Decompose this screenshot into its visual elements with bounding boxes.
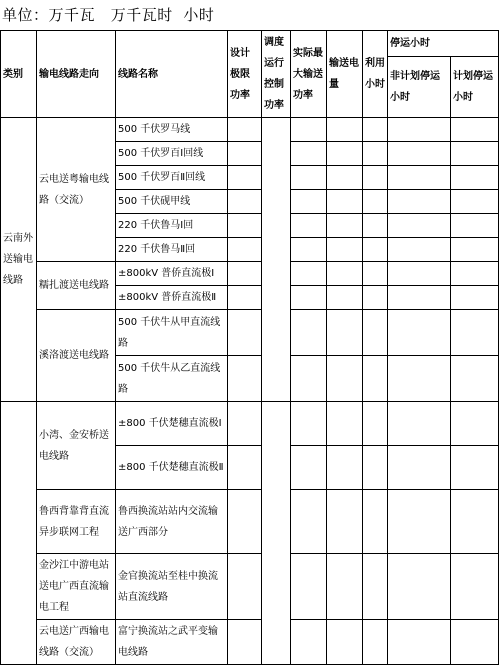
header-dispatch-control: 调度运行控制功率 [262, 31, 291, 118]
header-line-name: 线路名称 [116, 31, 228, 118]
group-luxi: 鲁西背靠背直流异步联网工程 [37, 490, 116, 554]
header-transmission: 输送电量 [327, 31, 363, 118]
header-outage: 停运小时 [388, 31, 499, 57]
line-name: 500 千伏罗百Ⅰ回线 [116, 142, 228, 166]
header-direction: 输电线路走向 [37, 31, 116, 118]
line-name: 500 千伏牛从乙直流线路 [116, 356, 228, 402]
line-name: 500 千伏砚甲线 [116, 190, 228, 214]
group-xiaowan-jinan: 小湾、金安桥送电线路 [37, 402, 116, 490]
group-nuozhadu: 糯扎渡送电线路 [37, 262, 116, 310]
header-unplanned: 非计划停运小时 [388, 57, 451, 118]
power-transmission-table [0, 30, 499, 665]
line-name: 220 千伏鲁马Ⅱ回 [116, 238, 228, 262]
line-name: ±800kV 普侨直流极Ⅱ [116, 286, 228, 310]
line-name: ±800 千伏楚穗直流极Ⅰ [116, 402, 228, 446]
line-name: 220 千伏鲁马Ⅰ回 [116, 214, 228, 238]
line-name: 富宁换流站之武平变输电线路 [116, 620, 228, 665]
line-name: ±800kV 普侨直流极Ⅰ [116, 262, 228, 286]
line-name: 500 千伏牛从甲直流线路 [116, 310, 228, 356]
group-yunnan-export: 云南外送输电线路 [1, 118, 37, 402]
header-category: 类别 [1, 31, 37, 118]
line-name: 金官换流站至桂中换流站直流线路 [116, 554, 228, 620]
group-jinsha: 金沙江中游电站送电广西直流输电工程 [37, 554, 116, 620]
group-yun-yue-ac: 云电送粤输电线路（交流） [37, 118, 116, 262]
header-utilization: 利用小时 [363, 31, 388, 118]
line-name: 鲁西换流站站内交流输送广西部分 [116, 490, 228, 554]
line-name: 500 千伏罗马线 [116, 118, 228, 142]
group-xiluodu: 溪洛渡送电线路 [37, 310, 116, 402]
unit-line: 单位：万千瓦 万千瓦时 小时 [2, 6, 215, 24]
line-name: ±800 千伏楚穗直流极Ⅱ [116, 446, 228, 490]
header-design-limit: 设计极限功率 [228, 31, 262, 118]
line-name: 500 千伏罗百Ⅱ回线 [116, 166, 228, 190]
header-planned: 计划停运小时 [451, 57, 499, 118]
header-actual-max: 实际最大输送功率 [291, 31, 327, 118]
group-yun-gx-ac: 云电送广西输电线路（交流） [37, 620, 116, 665]
